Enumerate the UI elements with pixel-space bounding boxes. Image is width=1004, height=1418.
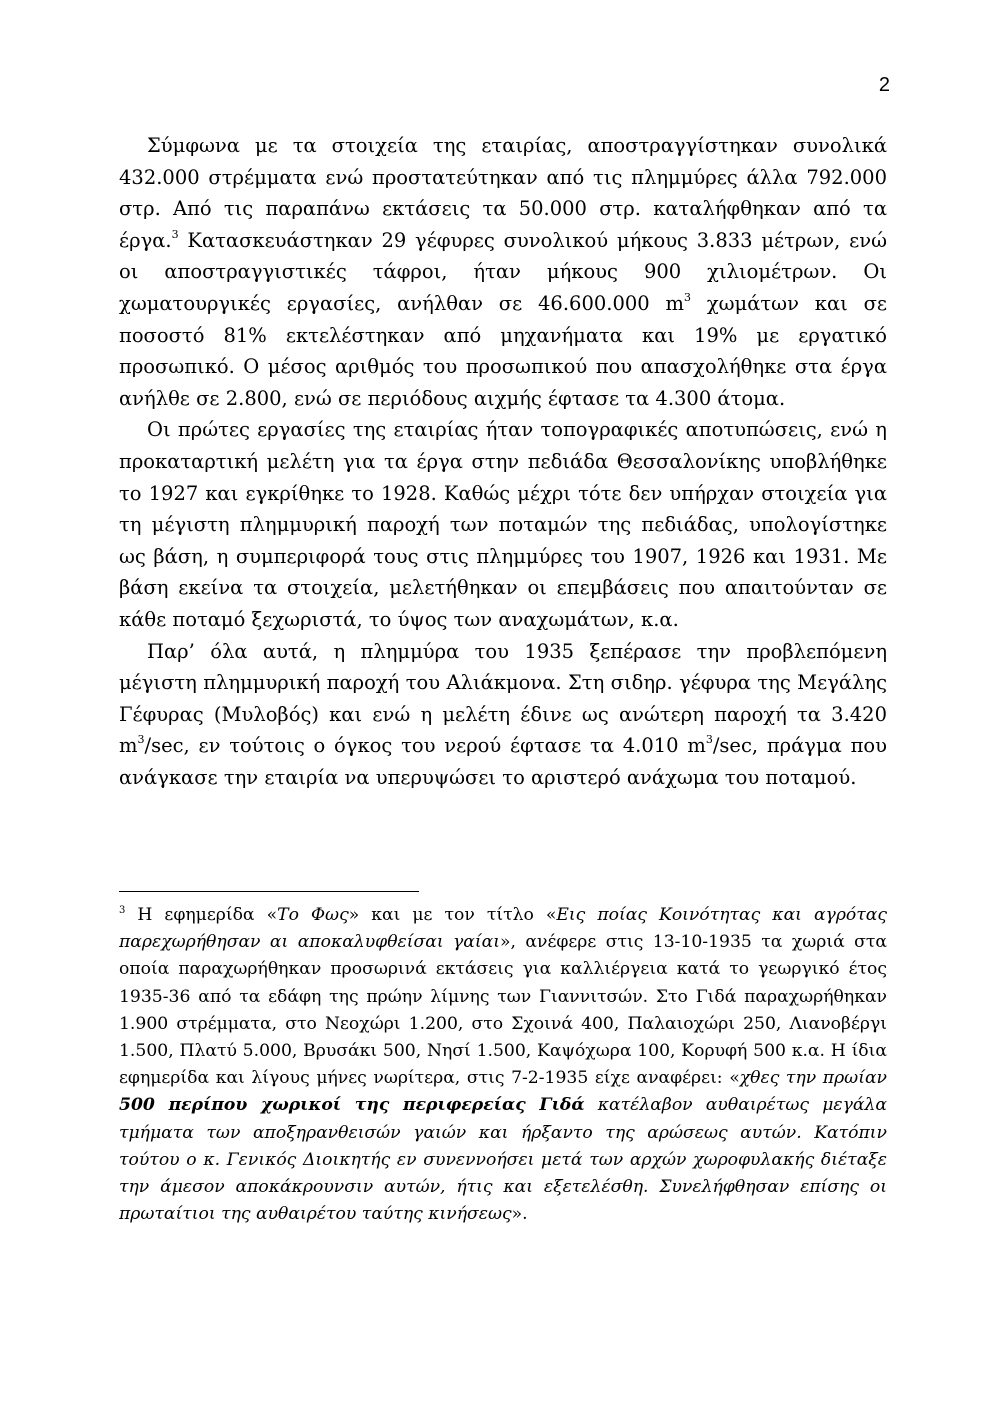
superscript: 3 (684, 290, 691, 304)
text-run: Οι πρώτες εργασίες της εταιρίας ήταν τοπογραφικές αποτυπώσεις, ενώ η προκαταρτική μελέτη για τα έργα στην πεδιάδα Θεσσαλονίκης υποβλήθηκε το 1927 και εγκρίθηκε το 1928. Καθώς μέχρι τότε δεν υπήρχαν στοιχεία για τη μέγιστη πλημμυρική παροχή των ποταμών της πεδιάδας, υπολογίστηκε ως βάση, η συμπεριφορά τους στις πλημμύρες του 1907, 1926 και 1931. Με βάση εκείνα τα στοιχεία, μελετήθηκαν οι επεμβάσεις που απαιτούνταν σε κάθε ποταμό ξεχωριστά, το ύψος των αναχωμάτων, κ.α. (119, 418, 887, 631)
text-run: χωμάτων και σε ποσοστό 81% εκτελέστηκαν από μηχανήματα και 19% με εργατικό προσωπικό. Ο μέσος αριθμός του προσωπικού που απασχολήθηκε στα έργα ανήλθε σε 2.800, ενώ σε περιόδους αιχμής έφτασε τα 4.300 άτομα. (119, 291, 887, 410)
text-run: Η εφημερίδα « (125, 905, 278, 925)
paragraph (119, 414, 887, 635)
footnote-divider (119, 891, 419, 892)
footnote (119, 902, 887, 1228)
text-run: /sec, εν τούτοις ο όγκος του νερού έφτασε τα 4.010 m (144, 734, 706, 758)
text-run: Κατασκευάστηκαν 29 γέφυρες συνολικού μήκους 3.833 μέτρων, ενώ οι αποστραγγιστικές τάφροι, ήταν μήκους 900 χιλιομέτρων. Οι χωματουργικές εργασίες, ανήλθαν σε 46.600.000 m (119, 228, 887, 315)
text-run: Παρ’ όλα αυτά, η πλημμύρα του 1935 ξεπέρασε την προβλεπόμενη μέγιστη πλημμυρική παροχή του Αλιάκμονα. Στη σιδηρ. γέφυρα της Μεγάλης Γέφυρας (Μυλοβός) και ενώ η μελέτη έδινε ως ανώτερη παροχή τα 3.420 m (119, 639, 887, 758)
text-run: », ανέφερε στις 13-10-1935 τα χωριά στα οποία παραχωρήθηκαν προσωρινά εκτάσεις για καλλιέργεια κατά το γεωργικό έτος 1935-36 από τα εδάφη της πρώην λίμνης των Γιαννιτσών. Στο Γιδά παραχωρήθηκαν 1.900 στρέμματα, στο Νεοχώρι 1.200, στο Σχοινά 400, Παλαιοχώρι 250, Λιανοβέργι 1.500, Πλατύ 5.000, Βρυσάκι 500, Νησί 1.500, Καψόχωρα 100, Κορυφή 500 κ.α. Η ίδια εφημερίδα και λίγους μήνες νωρίτερα, στις 7-2-1935 είχε αναφέρει: « (119, 932, 887, 1089)
text-run: » και με τον τίτλο « (348, 905, 557, 925)
superscript: 3 (705, 733, 713, 747)
paragraph (119, 130, 887, 414)
text-run: /sec, πράγμα που ανάγκασε την εταιρία να υπερυψώσει το αριστερό ανάχωμα του ποταμού. (119, 734, 887, 789)
article-title: Εις ποίας Κοινότητας και αγρότας παρεχωρήθησαν αι αποκαλυφθείσαι γαίαι (119, 905, 888, 953)
superscript: 3 (137, 733, 145, 747)
text-run: Σύμφωνα με τα στοιχεία της εταιρίας, αποστραγγίστηκαν συνολικά 432.000 στρέμματα ενώ προστατεύτηκαν από τις πλημμύρες άλλα 792.000 στρ. Από τις παραπάνω εκτάσεις τα 50.000 στρ. καταλήφθηκαν από τα έργα. (119, 134, 887, 252)
quotation: χθες την πρωίαν (739, 1068, 887, 1089)
quotation-emphasis: 500 περίπου χωρικοί της περιφερείας Γιδά (119, 1095, 585, 1116)
body-text (119, 130, 887, 793)
newspaper-title: Το Φως (277, 905, 349, 925)
quotation: κατέλαβον αυθαιρέτως μεγάλα τμήματα των αποξηρανθεισών γαιών και ήρξαντο της αρώσεως αυτών. Κατόπιν τούτου ο κ. Γενικός Διοικητής εν συνεννοήσει μετά των αρχών χωροφυλακής διέταξε την άμεσον αποκάκρουνσιν αυτών, ήτις και εξετελέσθη. Συνελήφθησαν επίσης οι πρωταίτιοι της αυθαιρέτου ταύτης κινήσεως (119, 1095, 887, 1225)
footnote-reference[interactable]: 3 (171, 227, 179, 241)
page-number: 2 (878, 74, 890, 96)
paragraph (119, 636, 887, 794)
text-run: ». (511, 1204, 528, 1225)
footnote-marker: 3 (119, 905, 126, 916)
